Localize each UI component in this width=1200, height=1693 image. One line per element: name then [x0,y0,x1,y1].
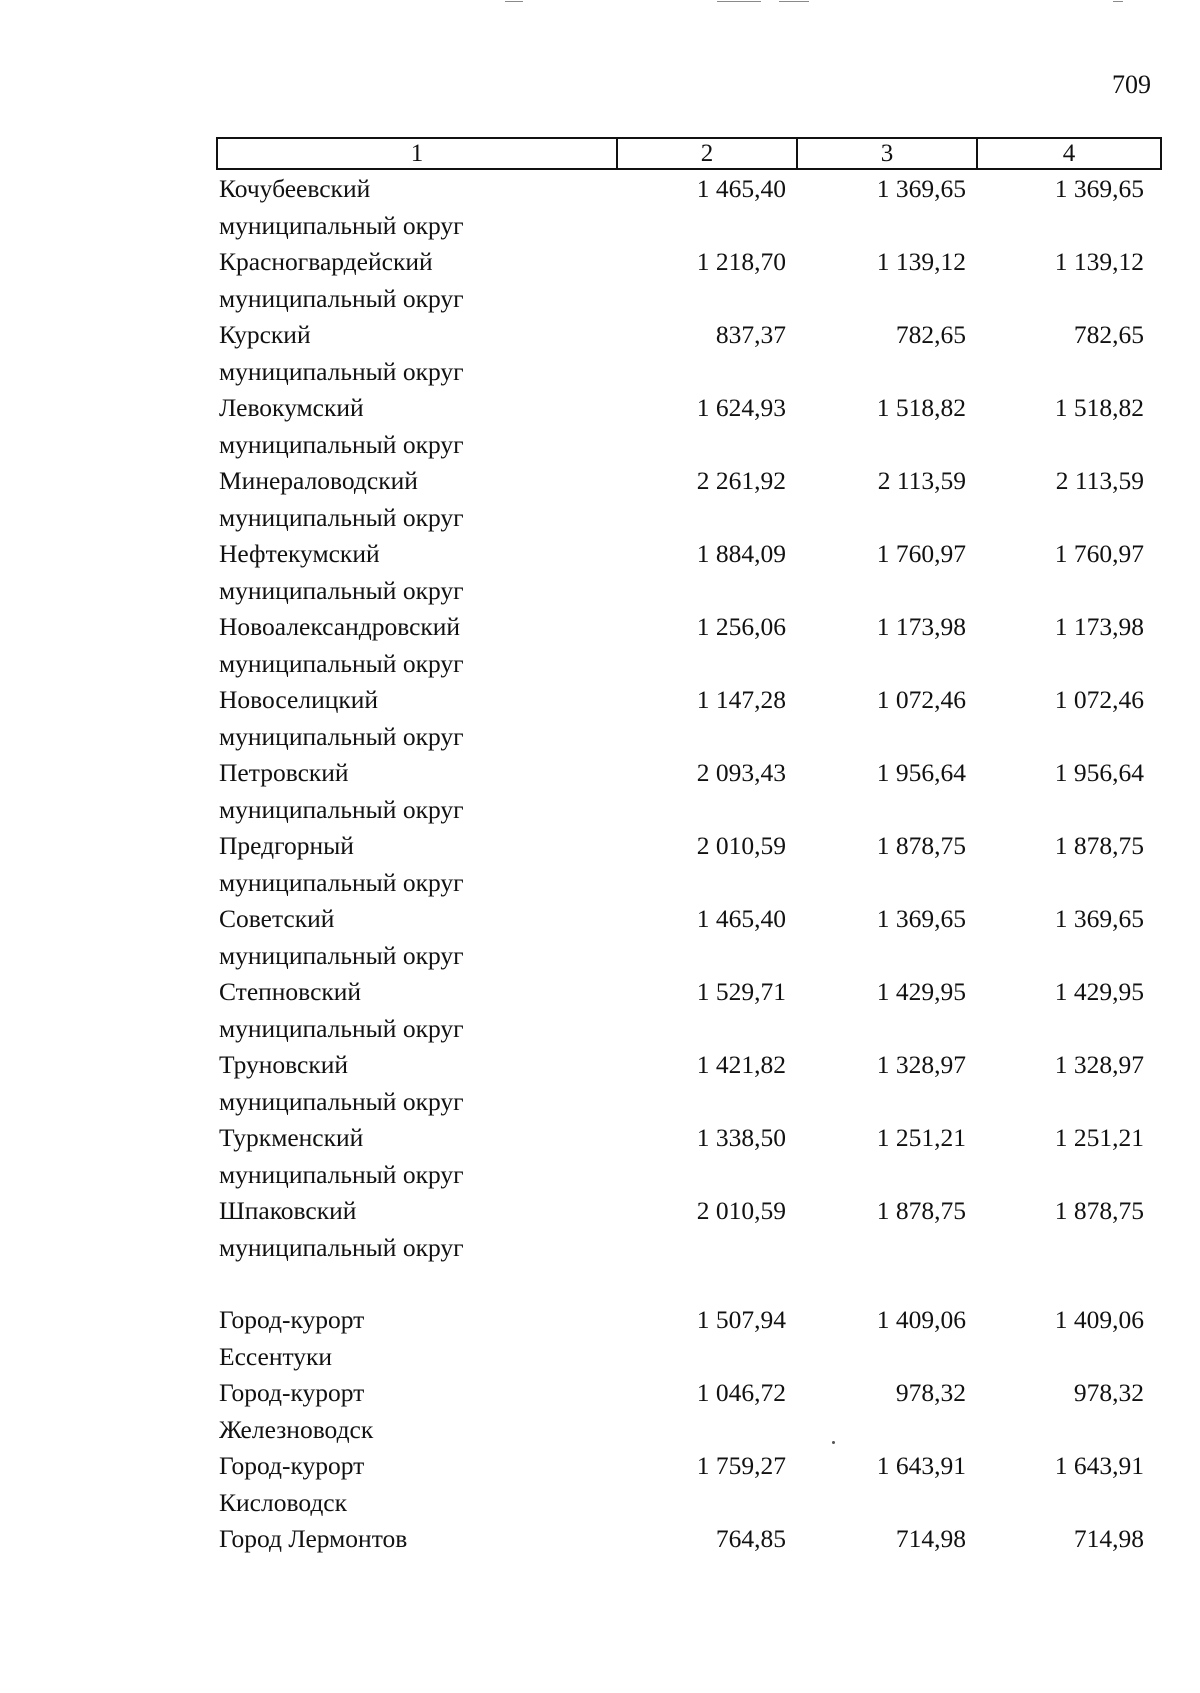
value-col-3: 1 760,97 [876,539,966,568]
district-name-line: Советский [219,904,335,933]
district-name-line: муниципальный округ [219,1013,464,1043]
value-col-4: 1 173,98 [1054,612,1144,641]
value-col-2: 1 421,82 [696,1050,786,1079]
district-name [216,682,614,755]
district-name-line: муниципальный округ [219,1232,464,1262]
district-name [216,1047,614,1120]
table-body [216,171,1162,1558]
district-name [216,1521,614,1558]
table-row [216,609,1162,682]
value-col-2: 2 261,92 [696,466,786,495]
district-name-line: Туркменский [219,1123,364,1152]
district-name-line: Левокумский [219,393,364,422]
scan-artifact-line [505,1,523,2]
district-name-line: Шпаковский [219,1196,357,1225]
value-col-4: 1 251,21 [1054,1123,1144,1152]
district-name-line: Город-курорт [219,1378,365,1407]
value-col-3: 1 518,82 [876,393,966,422]
value-col-2: 1 046,72 [696,1378,786,1407]
table-row [216,901,1162,974]
district-name [216,317,614,390]
district-name [216,828,614,901]
value-col-4: 1 878,75 [1054,831,1144,860]
district-name [216,755,614,828]
table-row [216,244,1162,317]
table-row [216,171,1162,244]
table-row [216,1448,1162,1521]
district-name [216,1120,614,1193]
district-name-line: Красногвардейский [219,247,433,276]
value-col-2: 1 256,06 [696,612,786,641]
value-col-2: 1 465,40 [696,904,786,933]
district-name-line: Железноводск [219,1414,374,1444]
district-name [216,974,614,1047]
table-row [216,317,1162,390]
value-col-4: 1 878,75 [1054,1196,1144,1225]
scan-artifact-line [717,1,761,2]
value-col-2: 1 147,28 [696,685,786,714]
table-header-row [216,137,1162,170]
value-col-2: 2 010,59 [696,1196,786,1225]
value-col-4: 1 643,91 [1054,1451,1144,1480]
district-name-line: Минераловодский [219,466,418,495]
district-name-line: Город-курорт [219,1451,365,1480]
value-col-2: 1 465,40 [696,174,786,203]
value-col-4: 1 369,65 [1054,174,1144,203]
table-header-cell: 3 [796,139,976,168]
table-row [216,1120,1162,1193]
district-name-line: муниципальный округ [219,867,464,897]
value-col-4: 1 369,65 [1054,904,1144,933]
district-name-line: Город-курорт [219,1305,365,1334]
table-row [216,536,1162,609]
value-col-3: 1 173,98 [876,612,966,641]
value-col-4: 1 139,12 [1054,247,1144,276]
table-header-cell: 2 [616,139,796,168]
page-number: 709 [1112,70,1151,99]
district-name [216,1375,614,1448]
district-name-line: муниципальный округ [219,940,464,970]
table-row [216,1521,1162,1558]
value-col-3: 978,32 [895,1378,966,1407]
table-header-cell: 4 [976,139,1160,168]
value-col-4: 1 518,82 [1054,393,1144,422]
district-name [216,390,614,463]
value-col-2: 764,85 [715,1524,786,1553]
district-name-line: Труновский [219,1050,349,1079]
table-row [216,1047,1162,1120]
value-col-2: 1 529,71 [696,977,786,1006]
value-col-3: 1 878,75 [876,1196,966,1225]
district-name-line: муниципальный округ [219,356,464,386]
district-name-line: Кисловодск [219,1487,348,1517]
district-name [216,536,614,609]
value-col-2: 2 093,43 [696,758,786,787]
table-row [216,974,1162,1047]
district-name [216,901,614,974]
district-name-line: муниципальный округ [219,648,464,678]
district-name [216,609,614,682]
value-col-2: 2 010,59 [696,831,786,860]
district-name [216,244,614,317]
district-name-line: муниципальный округ [219,1159,464,1189]
value-col-3: 1 369,65 [876,904,966,933]
value-col-4: 1 072,46 [1054,685,1144,714]
district-name-line: Город Лермонтов [219,1524,408,1553]
value-col-2: 1 218,70 [696,247,786,276]
district-name-line: Степновский [219,977,362,1006]
value-col-2: 1 338,50 [696,1123,786,1152]
value-col-3: 1 328,97 [876,1050,966,1079]
value-col-3: 1 139,12 [876,247,966,276]
value-col-3: 1 956,64 [876,758,966,787]
scan-artifact-line [1113,1,1123,2]
district-name [216,463,614,536]
table-row [216,682,1162,755]
district-name-line: муниципальный округ [219,283,464,313]
value-col-3: 782,65 [895,320,966,349]
scan-artifact-dot [832,1441,835,1444]
value-col-4: 1 328,97 [1054,1050,1144,1079]
value-col-3: 1 429,95 [876,977,966,1006]
district-name-line: Нефтекумский [219,539,380,568]
value-col-2: 1 624,93 [696,393,786,422]
value-col-4: 1 760,97 [1054,539,1144,568]
value-col-4: 714,98 [1073,1524,1144,1553]
district-name-line: муниципальный округ [219,210,464,240]
value-col-4: 2 113,59 [1055,466,1144,495]
value-col-3: 714,98 [895,1524,966,1553]
table-row [216,390,1162,463]
district-name-line: муниципальный округ [219,794,464,824]
value-col-4: 782,65 [1073,320,1144,349]
district-name [216,1448,614,1521]
district-name [216,1193,614,1266]
district-name-line: Курский [219,320,311,349]
table-row [216,828,1162,901]
table-row [216,463,1162,536]
value-col-3: 1 251,21 [876,1123,966,1152]
district-name-line: Петровский [219,758,349,787]
district-name-line: муниципальный округ [219,721,464,751]
table-row [216,755,1162,828]
value-col-2: 837,37 [715,320,786,349]
table-header-cell: 1 [410,140,424,167]
value-col-4: 1 429,95 [1054,977,1144,1006]
value-col-3: 1 643,91 [876,1451,966,1480]
table-row [216,1302,1162,1375]
value-col-2: 1 507,94 [696,1305,786,1334]
table-row [216,1375,1162,1448]
district-name-line: Новоалександровский [219,612,461,641]
value-col-4: 978,32 [1073,1378,1144,1407]
value-col-4: 1 409,06 [1054,1305,1144,1334]
value-col-3: 1 878,75 [876,831,966,860]
value-col-4: 1 956,64 [1054,758,1144,787]
value-col-2: 1 884,09 [696,539,786,568]
table-row [216,1193,1162,1266]
district-name-line: муниципальный округ [219,575,464,605]
value-col-3: 1 369,65 [876,174,966,203]
district-name [216,1302,614,1375]
district-name-line: муниципальный округ [219,1086,464,1116]
district-name [216,171,614,244]
value-col-3: 1 409,06 [876,1305,966,1334]
district-name-line: Предгорный [219,831,354,860]
district-name-line: муниципальный округ [219,502,464,532]
value-col-3: 1 072,46 [876,685,966,714]
district-name-line: Кочубеевский [219,174,371,203]
value-col-2: 1 759,27 [696,1451,786,1480]
district-name-line: Новоселицкий [219,685,379,714]
district-name-line: Ессентуки [219,1341,333,1371]
scan-artifact-line [779,1,809,2]
value-col-3: 2 113,59 [877,466,966,495]
district-name-line: муниципальный округ [219,429,464,459]
